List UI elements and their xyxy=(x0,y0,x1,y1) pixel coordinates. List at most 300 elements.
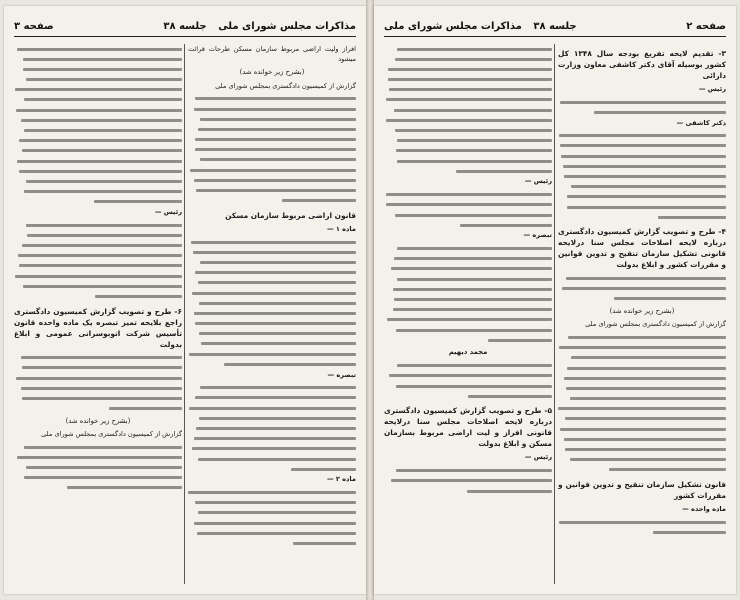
left-page xyxy=(4,6,366,594)
article-label: ماده واحده — xyxy=(682,505,726,514)
text-line xyxy=(384,210,552,220)
speaker-label: رئیس — xyxy=(698,85,726,93)
body-text-block xyxy=(14,442,182,493)
text-line xyxy=(14,95,182,105)
text-line-ink xyxy=(21,356,182,359)
text-line xyxy=(14,251,182,261)
text-line-ink xyxy=(393,288,552,291)
text-line-ink xyxy=(190,169,356,172)
text-line-ink xyxy=(17,48,182,51)
body-text-block xyxy=(384,361,552,402)
text-line xyxy=(188,464,356,474)
text-line-ink xyxy=(196,427,356,430)
text-line-ink xyxy=(195,148,356,151)
text-line xyxy=(14,281,182,291)
body-text-block xyxy=(558,273,726,304)
text-line-ink xyxy=(566,387,726,390)
text-line-ink xyxy=(200,261,356,264)
text-line xyxy=(558,294,726,304)
text-line-ink xyxy=(567,367,726,370)
text-line-ink xyxy=(571,356,726,359)
text-line-ink xyxy=(386,98,552,101)
text-line-ink xyxy=(568,336,726,339)
text-line-ink xyxy=(24,476,182,479)
text-line xyxy=(384,264,552,274)
text-line-ink xyxy=(653,531,726,534)
text-line xyxy=(188,383,356,393)
text-line xyxy=(558,273,726,283)
text-line xyxy=(558,353,726,363)
text-line xyxy=(188,454,356,464)
text-line-ink xyxy=(395,129,552,132)
body-text-block xyxy=(188,237,356,369)
text-line xyxy=(188,359,356,369)
signature: محمد دیهیم xyxy=(448,348,488,357)
text-line-ink xyxy=(24,98,182,101)
text-line-ink xyxy=(609,468,726,471)
text-line xyxy=(384,476,552,486)
text-line xyxy=(384,284,552,294)
right-page-header xyxy=(384,20,726,37)
text-line-ink xyxy=(571,185,726,188)
right-header-page-number: صفحه ۲ xyxy=(686,21,726,32)
text-line-ink xyxy=(396,469,552,472)
text-line-ink xyxy=(15,275,182,278)
book-gutter xyxy=(366,0,374,600)
column-divider xyxy=(184,44,185,584)
report-title: گزارش از کمیسیون دادگستری بمجلس شورای ملی xyxy=(585,320,726,329)
text-line xyxy=(14,187,182,197)
text-line xyxy=(14,105,182,115)
text-line xyxy=(384,54,552,64)
text-line-ink xyxy=(397,247,552,250)
text-line-ink xyxy=(391,267,552,270)
text-line-ink xyxy=(386,193,552,196)
text-line-ink xyxy=(189,353,356,356)
text-line-ink xyxy=(563,165,726,168)
text-line-ink xyxy=(22,366,182,369)
text-line xyxy=(14,230,182,240)
text-line xyxy=(188,423,356,433)
text-line xyxy=(188,444,356,454)
text-line-ink xyxy=(386,119,552,122)
text-line-ink xyxy=(394,298,552,301)
text-line xyxy=(384,391,552,401)
text-line xyxy=(188,104,356,114)
text-line-ink xyxy=(391,479,552,482)
text-line xyxy=(188,165,356,175)
text-line xyxy=(14,473,182,483)
text-line-ink xyxy=(460,224,552,227)
text-line xyxy=(188,257,356,267)
text-line-ink xyxy=(26,224,182,227)
text-line xyxy=(558,424,726,434)
text-line-ink xyxy=(26,78,182,81)
text-line-ink xyxy=(67,486,182,489)
text-line xyxy=(14,44,182,54)
text-line xyxy=(558,455,726,465)
section-heading: ۳- تقدیم لایحه تفریغ بودجه سال ۱۳۴۸ کل کشور بوسیله آقای دکتر کاشفی معاون وزارت دارائی xyxy=(558,49,726,80)
text-line-ink xyxy=(200,118,356,121)
text-line xyxy=(14,442,182,452)
text-line-ink xyxy=(188,491,356,494)
text-line xyxy=(14,292,182,302)
text-line xyxy=(558,107,726,117)
text-line-ink xyxy=(195,138,356,141)
text-line-ink xyxy=(201,342,356,345)
text-line xyxy=(384,371,552,381)
text-line xyxy=(14,353,182,363)
text-line-ink xyxy=(395,58,552,61)
text-line xyxy=(384,466,552,476)
text-line xyxy=(384,220,552,230)
body-text-block xyxy=(558,131,726,223)
text-line-ink xyxy=(388,78,552,81)
body-text-block xyxy=(14,44,182,207)
speaker-label: دکتر کاشفی — xyxy=(676,118,726,127)
text-line-ink xyxy=(16,109,182,112)
text-line xyxy=(14,197,182,207)
text-line xyxy=(558,172,726,182)
text-line xyxy=(14,241,182,251)
text-line-ink xyxy=(194,312,356,315)
text-line xyxy=(384,361,552,371)
text-line-ink xyxy=(467,490,552,493)
text-line-ink xyxy=(614,297,726,300)
text-line xyxy=(384,95,552,105)
text-line-ink xyxy=(395,214,552,217)
right-header-title: مذاکرات مجلس شورای ملی xyxy=(384,21,522,32)
text-line xyxy=(188,403,356,413)
text-line xyxy=(558,141,726,151)
text-line xyxy=(558,465,726,475)
text-line-ink xyxy=(194,437,356,440)
text-line-ink xyxy=(21,119,182,122)
text-line-ink xyxy=(567,195,726,198)
text-line-ink xyxy=(560,101,726,104)
text-line xyxy=(188,308,356,318)
left-page-header xyxy=(14,20,356,37)
text-line xyxy=(14,156,182,166)
text-line-ink xyxy=(570,458,726,461)
text-line xyxy=(14,261,182,271)
text-line xyxy=(14,463,182,473)
text-line xyxy=(14,363,182,373)
text-line xyxy=(188,508,356,518)
text-line xyxy=(558,527,726,537)
section-heading: ۵- طرح و تصویب گزارش کمیسیون دادگستری درباره لایحه اصلاحات مجلس سنا درلایحه قانونی افراز و لیت اراضی مربوط بسازمان مسکن و ابلاغ بدولت xyxy=(384,406,552,449)
text-line xyxy=(384,274,552,284)
text-line-ink xyxy=(386,203,552,206)
text-line xyxy=(14,452,182,462)
text-line-ink xyxy=(23,58,182,61)
text-line-ink xyxy=(394,257,552,260)
body-text-block xyxy=(384,190,552,231)
text-line-ink xyxy=(24,129,182,132)
text-line xyxy=(558,394,726,404)
text-line-ink xyxy=(19,264,182,267)
text-line xyxy=(188,434,356,444)
text-line-ink xyxy=(396,149,552,152)
text-line xyxy=(384,166,552,176)
text-line xyxy=(384,146,552,156)
text-line-ink xyxy=(559,521,726,524)
text-line-ink xyxy=(388,68,552,71)
speaker-label: رئیس — xyxy=(154,208,182,216)
text-line-ink xyxy=(564,175,726,178)
text-line xyxy=(558,363,726,373)
note-label: تبصره — xyxy=(523,231,552,240)
text-line xyxy=(384,190,552,200)
text-line xyxy=(188,298,356,308)
text-line xyxy=(188,94,356,104)
text-line xyxy=(188,268,356,278)
text-line xyxy=(558,161,726,171)
text-line-ink xyxy=(488,339,552,342)
text-line xyxy=(558,404,726,414)
text-line xyxy=(188,247,356,257)
text-line xyxy=(558,373,726,383)
text-line-ink xyxy=(195,501,356,504)
body-text-block xyxy=(558,97,726,117)
text-line-ink xyxy=(197,532,356,535)
text-line-ink xyxy=(26,466,182,469)
body-text-block xyxy=(558,332,726,475)
text-line xyxy=(558,414,726,424)
text-line xyxy=(384,315,552,325)
text-line-ink xyxy=(22,244,182,247)
text-line-ink xyxy=(17,160,182,163)
text-line xyxy=(558,202,726,212)
text-line xyxy=(14,166,182,176)
text-line xyxy=(384,200,552,210)
section-heading: ۶- طرح و تصویب گزارش کمیسیون دادگستری راجع بلایحه تمیز تبصره یک ماده واحده قانون تأسیس شرکت اتوبوسرانی عمومی و ابلاغ بدولت xyxy=(14,306,182,349)
text-line xyxy=(188,539,356,549)
text-line-ink xyxy=(389,88,552,91)
text-line-ink xyxy=(564,438,726,441)
text-line xyxy=(14,146,182,156)
right-page-column-left xyxy=(384,44,552,584)
text-line xyxy=(558,434,726,444)
speaker-label: رئیس — xyxy=(524,453,552,462)
left-page-column-right xyxy=(188,44,356,584)
text-line xyxy=(14,383,182,393)
text-line xyxy=(14,393,182,403)
text-line xyxy=(558,343,726,353)
reading-note: (بشرح زیر خوانده شد) xyxy=(609,307,675,316)
text-line xyxy=(14,404,182,414)
text-line-ink xyxy=(200,158,356,161)
text-line xyxy=(188,329,356,339)
text-line xyxy=(384,335,552,345)
text-line xyxy=(188,237,356,247)
text-line xyxy=(188,339,356,349)
text-line-ink xyxy=(397,160,552,163)
text-line xyxy=(188,518,356,528)
text-line-ink xyxy=(560,428,726,431)
text-line-ink xyxy=(567,206,726,209)
text-line xyxy=(188,498,356,508)
text-line xyxy=(558,192,726,202)
text-line-ink xyxy=(24,190,182,193)
reading-note: (بشرح زیر خوانده شد) xyxy=(65,416,131,425)
body-text-block xyxy=(188,383,356,475)
body-text-block xyxy=(384,44,552,176)
report-title: گزارش از کمیسیون دادگستری بمجلس شورای ملی xyxy=(215,81,356,90)
text-line-ink xyxy=(19,139,182,142)
text-line-ink xyxy=(396,329,552,332)
text-line xyxy=(384,156,552,166)
text-line-ink xyxy=(387,318,552,321)
text-line-ink xyxy=(293,542,356,545)
text-line-ink xyxy=(15,88,182,91)
text-line-ink xyxy=(17,456,182,459)
text-line-ink xyxy=(291,468,356,471)
section-heading: قانون اراضی مربوط سازمان مسکن xyxy=(225,210,356,220)
column-divider xyxy=(554,44,555,584)
text-line-ink xyxy=(396,385,552,388)
text-line xyxy=(188,175,356,185)
body-text-block xyxy=(14,220,182,302)
body-text-block xyxy=(384,466,552,497)
text-line-ink xyxy=(24,446,182,449)
text-line xyxy=(188,145,356,155)
text-line-ink xyxy=(570,397,726,400)
text-line-ink xyxy=(564,377,726,380)
text-line xyxy=(188,135,356,145)
text-line xyxy=(188,349,356,359)
text-line-ink xyxy=(21,387,182,390)
report-title: گزارش از کمیسیون دادگستری بمجلس شورای ملی xyxy=(41,430,182,439)
text-line-ink xyxy=(19,170,182,173)
text-line-ink xyxy=(94,200,182,203)
text-line xyxy=(188,393,356,403)
text-line xyxy=(384,64,552,74)
text-line-ink xyxy=(195,97,356,100)
text-line xyxy=(188,488,356,498)
text-line-ink xyxy=(224,363,356,366)
article-label: ماده ۱ — xyxy=(326,224,356,233)
text-line-ink xyxy=(468,395,552,398)
article-label: ماده ۲ — xyxy=(326,475,356,484)
text-line xyxy=(384,305,552,315)
note-label: تبصره — xyxy=(327,370,356,379)
text-line xyxy=(188,319,356,329)
text-line-ink xyxy=(200,386,356,389)
text-line xyxy=(14,115,182,125)
text-line xyxy=(14,64,182,74)
text-line xyxy=(188,155,356,165)
text-line xyxy=(558,517,726,527)
text-line-ink xyxy=(566,277,726,280)
text-line xyxy=(188,278,356,288)
text-line-ink xyxy=(199,302,356,305)
text-line-ink xyxy=(192,447,356,450)
text-line-ink xyxy=(195,271,356,274)
text-line xyxy=(188,288,356,298)
text-line-ink xyxy=(397,278,552,281)
text-line xyxy=(188,413,356,423)
law-title: قانون تشکیل سازمان تنقیح و تدوین قوانین و مقررات کشور xyxy=(558,480,726,501)
text-line-ink xyxy=(558,407,726,410)
text-line-ink xyxy=(198,458,356,461)
text-line-ink xyxy=(22,397,182,400)
text-line-ink xyxy=(394,109,552,112)
text-line xyxy=(384,44,552,54)
section-heading: ۴- طرح و تصویب گزارش کمیسیون دادگستری درباره لایحه اصلاحات مجلس سنا درلایحه قانونی تشکیل سازمان تنقیح و تدوین قوانین و مقررات کشور و ابلاغ بدولت xyxy=(558,227,726,270)
text-line xyxy=(384,126,552,136)
text-line xyxy=(14,220,182,230)
text-line-ink xyxy=(109,407,182,410)
text-line-ink xyxy=(22,149,182,152)
text-line-ink xyxy=(559,346,726,349)
text-line xyxy=(14,483,182,493)
text-line xyxy=(384,75,552,85)
text-line xyxy=(384,105,552,115)
text-line-ink xyxy=(560,144,726,147)
text-line-ink xyxy=(23,285,182,288)
text-line-ink xyxy=(562,287,726,290)
text-line xyxy=(188,114,356,124)
text-line xyxy=(558,383,726,393)
body-text-block xyxy=(14,353,182,414)
text-line-ink xyxy=(193,251,356,254)
text-line-ink xyxy=(397,139,552,142)
body-text-block xyxy=(558,517,726,537)
text-line xyxy=(558,151,726,161)
text-line-ink xyxy=(192,292,356,295)
body-text-block xyxy=(188,488,356,549)
text-line xyxy=(558,284,726,294)
text-line xyxy=(14,126,182,136)
text-line xyxy=(14,54,182,64)
text-line-ink xyxy=(565,417,726,420)
speaker-label: رئیس — xyxy=(524,177,552,186)
text-line-ink xyxy=(198,128,356,131)
text-line-ink xyxy=(191,241,356,244)
text-line xyxy=(558,445,726,455)
left-header-title: مذاکرات مجلس شورای ملی xyxy=(218,21,356,32)
text-line xyxy=(558,97,726,107)
text-line xyxy=(384,136,552,146)
text-line-ink xyxy=(18,254,182,257)
right-page xyxy=(374,6,736,594)
text-line-ink xyxy=(199,332,356,335)
reading-note: (بشرح زیر خوانده شد) xyxy=(239,68,305,77)
text-line xyxy=(384,381,552,391)
left-header-session: جلسه ۳۸ xyxy=(163,21,207,32)
text-line xyxy=(188,186,356,196)
text-line xyxy=(384,115,552,125)
text-line xyxy=(14,85,182,95)
text-line xyxy=(384,85,552,95)
text-line xyxy=(14,176,182,186)
text-line-ink xyxy=(196,189,356,192)
text-line-ink xyxy=(195,396,356,399)
text-line-ink xyxy=(198,281,356,284)
text-line xyxy=(558,332,726,342)
text-line-ink xyxy=(658,216,726,219)
text-line-ink xyxy=(559,134,726,137)
text-line-ink xyxy=(393,308,552,311)
text-line-ink xyxy=(397,364,552,367)
text-line-ink xyxy=(194,522,356,525)
text-line-ink xyxy=(26,180,182,183)
text-line xyxy=(14,136,182,146)
text-line xyxy=(558,182,726,192)
text-line-ink xyxy=(389,374,552,377)
text-line xyxy=(188,196,356,206)
